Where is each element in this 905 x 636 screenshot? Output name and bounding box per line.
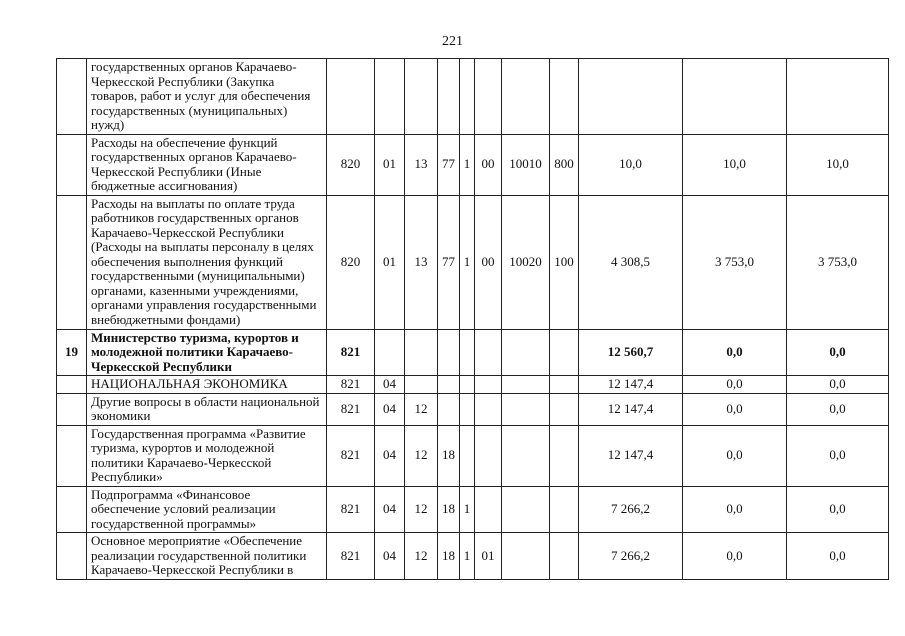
- gov-code: 821: [327, 533, 375, 580]
- sum-year-3: 0,0: [787, 533, 889, 580]
- sum-year-3: [787, 59, 889, 135]
- target-code-3: 00: [475, 134, 502, 195]
- target-code-4: 10020: [502, 195, 550, 329]
- target-code-1: [438, 329, 460, 376]
- row-name: Расходы на выплаты по оплате труда работников государственных органов Карачаево-Черкесской Республики (Расходы на выплаты персоналу в целях обеспечения выполнения функций государственными (муниципальными) органами, казенными учреждениями, органами управления государственными внебюджетными фондами): [87, 195, 327, 329]
- gov-code: 821: [327, 486, 375, 533]
- table-row: [57, 134, 889, 195]
- sum-year-2: 0,0: [683, 393, 787, 425]
- section-code: 04: [375, 533, 405, 580]
- sum-year-1: [579, 59, 683, 135]
- expense-type-code: [550, 329, 579, 376]
- target-code-2: 1: [460, 533, 475, 580]
- sum-year-2: 0,0: [683, 533, 787, 580]
- sum-year-3: 0,0: [787, 376, 889, 394]
- section-code: 01: [375, 195, 405, 329]
- target-code-4: [502, 59, 550, 135]
- target-code-2: 1: [460, 486, 475, 533]
- target-code-1: [438, 393, 460, 425]
- table-row: [57, 393, 889, 425]
- section-code: [375, 59, 405, 135]
- target-code-1: 77: [438, 134, 460, 195]
- subsection-code: 12: [405, 393, 438, 425]
- budget-table: [56, 58, 889, 580]
- expense-type-code: 100: [550, 195, 579, 329]
- sum-year-1: 4 308,5: [579, 195, 683, 329]
- gov-code: 820: [327, 195, 375, 329]
- subsection-code: 12: [405, 425, 438, 486]
- target-code-4: [502, 533, 550, 580]
- target-code-3: [475, 59, 502, 135]
- sum-year-2: 0,0: [683, 425, 787, 486]
- sum-year-2: 10,0: [683, 134, 787, 195]
- target-code-2: [460, 393, 475, 425]
- sum-year-1: 12 147,4: [579, 425, 683, 486]
- target-code-2: [460, 376, 475, 394]
- subsection-code: 13: [405, 195, 438, 329]
- section-code: 04: [375, 376, 405, 394]
- row-name: государственных органов Карачаево-Черкесской Республики (Закупка товаров, работ и услуг для обеспечения государственных (муниципальных) нужд): [87, 59, 327, 135]
- target-code-1: 77: [438, 195, 460, 329]
- section-code: 04: [375, 393, 405, 425]
- target-code-3: 01: [475, 533, 502, 580]
- row-number: [57, 59, 87, 135]
- target-code-2: [460, 329, 475, 376]
- sum-year-3: 0,0: [787, 486, 889, 533]
- row-number: [57, 134, 87, 195]
- row-name: Подпрограмма «Финансовое обеспечение условий реализации государственной программы»: [87, 486, 327, 533]
- target-code-3: 00: [475, 195, 502, 329]
- expense-type-code: [550, 533, 579, 580]
- sum-year-3: 3 753,0: [787, 195, 889, 329]
- target-code-1: 18: [438, 486, 460, 533]
- table-row: [57, 425, 889, 486]
- target-code-4: [502, 486, 550, 533]
- row-number: [57, 195, 87, 329]
- section-code: [375, 329, 405, 376]
- target-code-2: 1: [460, 134, 475, 195]
- target-code-4: [502, 329, 550, 376]
- sum-year-2: [683, 59, 787, 135]
- subsection-code: [405, 329, 438, 376]
- target-code-3: [475, 425, 502, 486]
- sum-year-1: 12 147,4: [579, 393, 683, 425]
- sum-year-1: 7 266,2: [579, 486, 683, 533]
- target-code-4: [502, 393, 550, 425]
- target-code-2: 1: [460, 195, 475, 329]
- gov-code: [327, 59, 375, 135]
- section-code: 01: [375, 134, 405, 195]
- gov-code: 821: [327, 393, 375, 425]
- target-code-1: [438, 59, 460, 135]
- section-code: 04: [375, 425, 405, 486]
- sum-year-2: 3 753,0: [683, 195, 787, 329]
- row-name: Министерство туризма, курортов и молодежной политики Карачаево-Черкесской Республики: [87, 329, 327, 376]
- row-number: [57, 486, 87, 533]
- row-name: Другие вопросы в области национальной экономики: [87, 393, 327, 425]
- row-number: [57, 393, 87, 425]
- expense-type-code: [550, 376, 579, 394]
- table-row: [57, 329, 889, 376]
- target-code-4: [502, 425, 550, 486]
- row-number: [57, 533, 87, 580]
- expense-type-code: [550, 486, 579, 533]
- row-number: [57, 376, 87, 394]
- target-code-1: [438, 376, 460, 394]
- sum-year-3: 0,0: [787, 329, 889, 376]
- target-code-4: 10010: [502, 134, 550, 195]
- table-row: [57, 59, 889, 135]
- gov-code: 820: [327, 134, 375, 195]
- sum-year-2: 0,0: [683, 329, 787, 376]
- expense-type-code: [550, 59, 579, 135]
- row-number: 19: [57, 329, 87, 376]
- expense-type-code: 800: [550, 134, 579, 195]
- table-row: [57, 533, 889, 580]
- target-code-1: 18: [438, 425, 460, 486]
- row-name: Государственная программа «Развитие туризма, курортов и молодежной политики Карачаево-Черкесской Республики»: [87, 425, 327, 486]
- sum-year-1: 10,0: [579, 134, 683, 195]
- sum-year-3: 0,0: [787, 393, 889, 425]
- expense-type-code: [550, 425, 579, 486]
- target-code-3: [475, 393, 502, 425]
- table-row: [57, 376, 889, 394]
- sum-year-2: 0,0: [683, 486, 787, 533]
- row-name: НАЦИОНАЛЬНАЯ ЭКОНОМИКА: [87, 376, 327, 394]
- target-code-4: [502, 376, 550, 394]
- sum-year-2: 0,0: [683, 376, 787, 394]
- target-code-2: [460, 425, 475, 486]
- table-row: [57, 195, 889, 329]
- row-name: Основное мероприятие «Обеспечение реализации государственной политики Карачаево-Черкесской Республики в: [87, 533, 327, 580]
- row-name: Расходы на обеспечение функций государственных органов Карачаево-Черкесской Республики (Иные бюджетные ассигнования): [87, 134, 327, 195]
- gov-code: 821: [327, 376, 375, 394]
- row-number: [57, 425, 87, 486]
- sum-year-3: 10,0: [787, 134, 889, 195]
- subsection-code: 12: [405, 533, 438, 580]
- sum-year-1: 7 266,2: [579, 533, 683, 580]
- target-code-3: [475, 376, 502, 394]
- section-code: 04: [375, 486, 405, 533]
- page-number: 221: [442, 34, 463, 49]
- table-row: [57, 486, 889, 533]
- target-code-2: [460, 59, 475, 135]
- subsection-code: [405, 376, 438, 394]
- target-code-1: 18: [438, 533, 460, 580]
- gov-code: 821: [327, 425, 375, 486]
- target-code-3: [475, 486, 502, 533]
- gov-code: 821: [327, 329, 375, 376]
- target-code-3: [475, 329, 502, 376]
- sum-year-3: 0,0: [787, 425, 889, 486]
- sum-year-1: 12 560,7: [579, 329, 683, 376]
- subsection-code: [405, 59, 438, 135]
- sum-year-1: 12 147,4: [579, 376, 683, 394]
- subsection-code: 13: [405, 134, 438, 195]
- expense-type-code: [550, 393, 579, 425]
- subsection-code: 12: [405, 486, 438, 533]
